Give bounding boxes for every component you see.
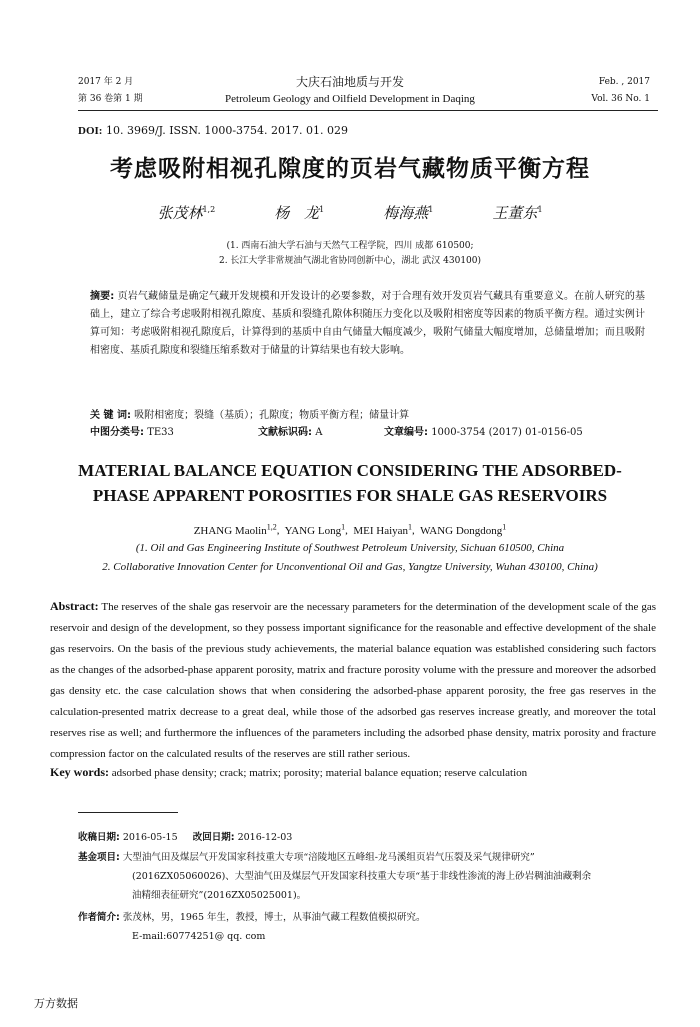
article-number: 文章编号: 1000-3754 (2017) 01-0156-05: [384, 427, 583, 438]
affiliation-en-2: 2. Collaborative Innovation Center for Unconventional Oil and Gas, Yangtze University, Wuhan 430100, China): [102, 561, 598, 573]
title-en-line-1: MATERIAL BALANCE EQUATION CONSIDERING THE ADSORBED-: [78, 461, 622, 480]
authors-en: ZHANG Maolin$^{1,2}$, YANG Long$^1$, MEI Haiyan$^1$, WANG Dongdong$^1$: [193, 522, 507, 537]
abstract-en-text: The reserves of the shale gas reservoir are the necessary parameters for the determination of the development scale of the gas reservoir and design of the development, so they possess important significance for the reasonable and effective development of the shale gas reservoirs. On the basis of the previous study achievements, the material balance equation was established considering such factors as the changes of the adsorbed-phase apparent porosity, matrix and fracture porosity volume with the pressure and moreover the adsorbed gas density etc. the case calculation shows that when considering the adsorbed-phase apparent porosity, the free gas reserves in the calculation-presented matrix decrease to a great deal, while those of the adsorbed gas reserves increase greatly, and moreover the total reserves rise as well; and furthermore the influences of the parameters including the adsorbed phase density, matrix porosity and fracture compression factor on the calculated results of the reserves are still rather serious.: [50, 601, 656, 760]
fund-line-2: (2016ZX05060026)、大型油气田及煤层气开发国家科技重大专项“基于非线性渗流的海上砂岩稠油油藏剩余: [132, 871, 592, 882]
title-en-line-2: PHASE APPARENT POROSITIES FOR SHALE GAS RESERVOIRS: [92, 486, 608, 505]
fund-project: [78, 848, 658, 905]
title-en: [40, 458, 660, 508]
header-journal-cn: 大庆石油地质与开发: [295, 75, 404, 89]
abstract-en: [50, 596, 656, 765]
watermark: 万方数据: [34, 997, 78, 1010]
abstract-cn: [90, 288, 645, 360]
document-code: 文献标识码: A: [258, 427, 323, 438]
fund-line-1: 大型油气田及煤层气开发国家科技重大专项“涪陵地区五峰组-龙马溪组页岩气压裂及采气规律研究”: [122, 852, 535, 863]
abstract-cn-text: 页岩气藏储量是确定气藏开发规模和开发设计的必要参数，对于合理有效开发页岩气藏具有重要意义。在前人研究的基础上，建立了综合考虑吸附相视孔隙度、基质和裂缝孔隙体积随压力变化以及吸附相密度等因素的物质平衡方程。通过实例计算可知：考虑吸附相视孔隙度后，计算得到的基质中自由气储量大幅度减少，吸附气储量大幅度增加，总储量增加；而且吸附相密度、基质孔隙度和裂缝压缩系数对于储量的计算结果也有较大影响。: [90, 291, 646, 356]
affiliation-en-1: (1. Oil and Gas Engineering Institute of Southwest Petroleum University, Sichuan 610500, China: [135, 542, 565, 554]
header-date-en: Feb. , 2017: [598, 77, 650, 87]
author-en: MEI Haiyan$^1$: [353, 522, 413, 537]
affiliation-cn-2: 2. 长江大学非常规油气湖北省协同创新中心，湖北 武汉 430100): [218, 256, 482, 266]
keywords-cn-text: 吸附相密度；裂缝（基质）；孔隙度；物质平衡方程；储量计算: [134, 410, 410, 421]
author-bio-label: 作者简介:: [78, 912, 120, 923]
author-en: WANG Dongdong$^1$: [420, 522, 507, 537]
author-bio-text: 张茂林，男，1965 年生，教授，博士，从事油气藏工程数值模拟研究。: [122, 912, 426, 923]
keywords-en-label: Key words:: [50, 765, 109, 779]
author-en: YANG Long$^1$: [284, 522, 346, 537]
abstract-en-label: Abstract:: [50, 599, 99, 613]
author-cn: 杨 龙$^1$: [274, 204, 325, 222]
author-email: E-mail:60774251@ qq. com: [132, 931, 266, 942]
keywords-en-text: adsorbed phase density; crack; matrix; porosity; material balance equation; reserve calculation: [111, 767, 528, 779]
fund-line-3: 油精细表征研究”(2016ZX05025001)。: [132, 890, 307, 901]
header-journal-en: Petroleum Geology and Oilfield Development in Daqing: [225, 93, 475, 105]
author-en: ZHANG Maolin$^{1,2}$: [193, 522, 277, 537]
author-cn: 梅海燕$^1$: [383, 204, 434, 222]
keywords-cn-label: 关 键 词:: [90, 410, 131, 421]
keywords-cn: [90, 406, 409, 421]
header-volume-cn: 第 36 卷第 1 期: [78, 94, 143, 104]
header-date-cn: 2017 年 2 月: [78, 77, 134, 87]
authors-cn: [0, 202, 700, 223]
header-rule: [78, 110, 658, 111]
header-volume-en: Vol. 36 No. 1: [591, 94, 650, 104]
fund-label: 基金项目:: [78, 852, 120, 863]
received-dates: 收稿日期: 2016-05-15 改回日期: 2016-12-03: [78, 832, 293, 843]
keywords-en: [50, 765, 527, 780]
doi-value: 10. 3969/J. ISSN. 1000-3754. 2017. 01. 029: [105, 124, 349, 137]
author-cn: 张茂林$^{1,2}$: [157, 204, 216, 222]
title-cn: 考虑吸附相视孔隙度的页岩气藏物质平衡方程: [110, 156, 590, 182]
doi: [78, 124, 348, 137]
doi-label: DOI:: [78, 125, 103, 137]
abstract-cn-label: 摘要:: [90, 291, 115, 302]
footnote-rule: [78, 812, 178, 813]
author-bio: [78, 908, 658, 946]
clc-number: 中图分类号: TE33: [90, 427, 174, 438]
affiliation-cn-1: (1. 西南石油大学石油与天然气工程学院，四川 成都 610500;: [226, 241, 474, 251]
author-cn: 王董东$^1$: [492, 204, 543, 222]
